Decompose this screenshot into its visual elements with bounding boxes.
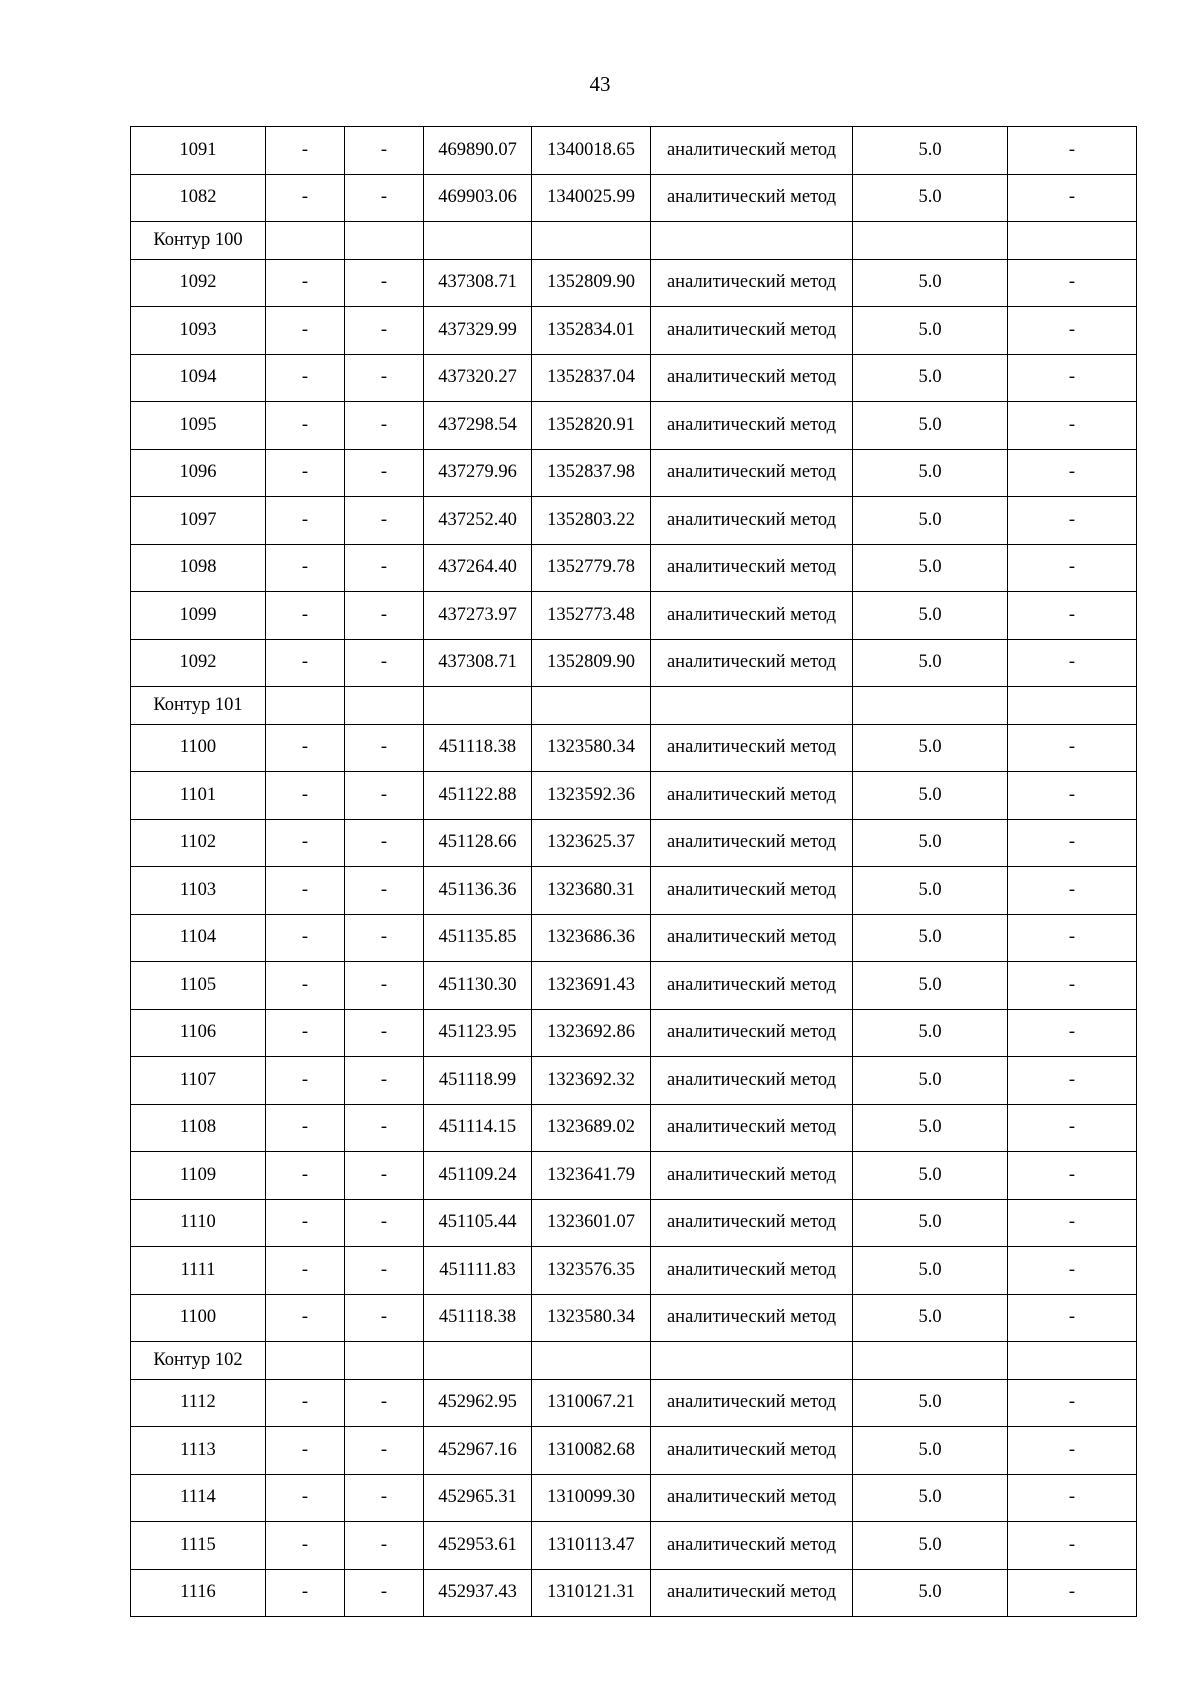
method-cell: аналитический метод — [651, 1152, 853, 1200]
column-2-cell: - — [266, 1522, 345, 1570]
method-cell: аналитический метод — [651, 127, 853, 175]
point-number-cell: 1094 — [131, 354, 266, 402]
column-2-cell: - — [266, 307, 345, 355]
method-cell: аналитический метод — [651, 724, 853, 772]
point-number-cell: 1091 — [131, 127, 266, 175]
table-row — [131, 307, 1137, 355]
table-row — [131, 1104, 1137, 1152]
column-2-cell: - — [266, 1152, 345, 1200]
accuracy-cell: 5.0 — [853, 914, 1008, 962]
column-8-cell: - — [1008, 914, 1137, 962]
column-2-cell: - — [266, 259, 345, 307]
point-number-cell: 1114 — [131, 1474, 266, 1522]
point-number-cell: 1095 — [131, 402, 266, 450]
y-coordinate-cell: 1352809.90 — [532, 259, 651, 307]
table-row — [131, 497, 1137, 545]
table-row — [131, 724, 1137, 772]
table-row — [131, 1474, 1137, 1522]
empty-cell — [651, 1342, 853, 1380]
x-coordinate-cell: 451122.88 — [424, 772, 532, 820]
x-coordinate-cell: 452965.31 — [424, 1474, 532, 1522]
column-2-cell: - — [266, 174, 345, 222]
empty-cell — [424, 1342, 532, 1380]
method-cell: аналитический метод — [651, 1569, 853, 1617]
method-cell: аналитический метод — [651, 1199, 853, 1247]
table-row — [131, 127, 1137, 175]
y-coordinate-cell: 1310113.47 — [532, 1522, 651, 1570]
table-row — [131, 174, 1137, 222]
point-number-cell: 1100 — [131, 1294, 266, 1342]
x-coordinate-cell: 437279.96 — [424, 449, 532, 497]
table-row — [131, 639, 1137, 687]
x-coordinate-cell: 451109.24 — [424, 1152, 532, 1200]
column-3-cell: - — [345, 592, 424, 640]
column-8-cell: - — [1008, 307, 1137, 355]
accuracy-cell: 5.0 — [853, 1199, 1008, 1247]
column-8-cell: - — [1008, 1199, 1137, 1247]
table-row — [131, 1379, 1137, 1427]
empty-cell — [1008, 687, 1137, 725]
method-cell: аналитический метод — [651, 914, 853, 962]
point-number-cell: 1101 — [131, 772, 266, 820]
empty-cell — [651, 687, 853, 725]
accuracy-cell: 5.0 — [853, 259, 1008, 307]
point-number-cell: 1100 — [131, 724, 266, 772]
column-3-cell: - — [345, 307, 424, 355]
y-coordinate-cell: 1323592.36 — [532, 772, 651, 820]
method-cell: аналитический метод — [651, 1427, 853, 1475]
accuracy-cell: 5.0 — [853, 592, 1008, 640]
column-8-cell: - — [1008, 1152, 1137, 1200]
method-cell: аналитический метод — [651, 259, 853, 307]
method-cell: аналитический метод — [651, 497, 853, 545]
y-coordinate-cell: 1323625.37 — [532, 819, 651, 867]
accuracy-cell: 5.0 — [853, 724, 1008, 772]
column-2-cell: - — [266, 1379, 345, 1427]
y-coordinate-cell: 1352779.78 — [532, 544, 651, 592]
point-number-cell: 1108 — [131, 1104, 266, 1152]
column-3-cell: - — [345, 402, 424, 450]
x-coordinate-cell: 451123.95 — [424, 1009, 532, 1057]
column-3-cell: - — [345, 449, 424, 497]
y-coordinate-cell: 1352820.91 — [532, 402, 651, 450]
y-coordinate-cell: 1352837.04 — [532, 354, 651, 402]
column-8-cell: - — [1008, 497, 1137, 545]
accuracy-cell: 5.0 — [853, 1057, 1008, 1105]
point-number-cell: 1106 — [131, 1009, 266, 1057]
accuracy-cell: 5.0 — [853, 1104, 1008, 1152]
table-row — [131, 1057, 1137, 1105]
column-3-cell: - — [345, 497, 424, 545]
method-cell: аналитический метод — [651, 1247, 853, 1295]
y-coordinate-cell: 1310121.31 — [532, 1569, 651, 1617]
empty-cell — [853, 1342, 1008, 1380]
column-3-cell: - — [345, 867, 424, 915]
table-row — [131, 1522, 1137, 1570]
column-2-cell: - — [266, 497, 345, 545]
method-cell: аналитический метод — [651, 354, 853, 402]
accuracy-cell: 5.0 — [853, 639, 1008, 687]
y-coordinate-cell: 1323680.31 — [532, 867, 651, 915]
x-coordinate-cell: 469890.07 — [424, 127, 532, 175]
x-coordinate-cell: 437252.40 — [424, 497, 532, 545]
coordinates-table — [130, 126, 1137, 1617]
point-number-cell: 1082 — [131, 174, 266, 222]
column-3-cell: - — [345, 819, 424, 867]
point-number-cell: 1096 — [131, 449, 266, 497]
x-coordinate-cell: 452962.95 — [424, 1379, 532, 1427]
column-2-cell: - — [266, 724, 345, 772]
column-3-cell: - — [345, 772, 424, 820]
column-3-cell: - — [345, 1379, 424, 1427]
method-cell: аналитический метод — [651, 1522, 853, 1570]
empty-cell — [266, 222, 345, 260]
accuracy-cell: 5.0 — [853, 497, 1008, 545]
x-coordinate-cell: 437308.71 — [424, 259, 532, 307]
contour-label: Контур 100 — [131, 222, 266, 260]
point-number-cell: 1110 — [131, 1199, 266, 1247]
x-coordinate-cell: 451135.85 — [424, 914, 532, 962]
column-8-cell: - — [1008, 449, 1137, 497]
y-coordinate-cell: 1323691.43 — [532, 962, 651, 1010]
empty-cell — [1008, 222, 1137, 260]
table-row — [131, 1009, 1137, 1057]
table-row — [131, 449, 1137, 497]
y-coordinate-cell: 1352834.01 — [532, 307, 651, 355]
column-3-cell: - — [345, 962, 424, 1010]
accuracy-cell: 5.0 — [853, 819, 1008, 867]
table-row — [131, 1569, 1137, 1617]
column-3-cell: - — [345, 639, 424, 687]
table-row — [131, 259, 1137, 307]
point-number-cell: 1092 — [131, 259, 266, 307]
y-coordinate-cell: 1323689.02 — [532, 1104, 651, 1152]
column-3-cell: - — [345, 174, 424, 222]
empty-cell — [424, 687, 532, 725]
method-cell: аналитический метод — [651, 449, 853, 497]
page-number: 43 — [589, 72, 611, 96]
column-3-cell: - — [345, 354, 424, 402]
column-2-cell: - — [266, 1294, 345, 1342]
accuracy-cell: 5.0 — [853, 1009, 1008, 1057]
method-cell: аналитический метод — [651, 402, 853, 450]
x-coordinate-cell: 451128.66 — [424, 819, 532, 867]
column-2-cell: - — [266, 639, 345, 687]
column-8-cell: - — [1008, 724, 1137, 772]
x-coordinate-cell: 437308.71 — [424, 639, 532, 687]
column-3-cell: - — [345, 1427, 424, 1475]
point-number-cell: 1103 — [131, 867, 266, 915]
method-cell: аналитический метод — [651, 307, 853, 355]
column-2-cell: - — [266, 1199, 345, 1247]
accuracy-cell: 5.0 — [853, 354, 1008, 402]
point-number-cell: 1102 — [131, 819, 266, 867]
method-cell: аналитический метод — [651, 1379, 853, 1427]
column-8-cell: - — [1008, 1057, 1137, 1105]
column-8-cell: - — [1008, 1009, 1137, 1057]
method-cell: аналитический метод — [651, 1474, 853, 1522]
column-2-cell: - — [266, 914, 345, 962]
x-coordinate-cell: 451118.38 — [424, 1294, 532, 1342]
method-cell: аналитический метод — [651, 592, 853, 640]
empty-cell — [853, 222, 1008, 260]
accuracy-cell: 5.0 — [853, 449, 1008, 497]
column-2-cell: - — [266, 1427, 345, 1475]
y-coordinate-cell: 1310082.68 — [532, 1427, 651, 1475]
contour-row — [131, 687, 1137, 725]
table-row — [131, 772, 1137, 820]
column-3-cell: - — [345, 724, 424, 772]
y-coordinate-cell: 1352837.98 — [532, 449, 651, 497]
point-number-cell: 1098 — [131, 544, 266, 592]
method-cell: аналитический метод — [651, 867, 853, 915]
x-coordinate-cell: 437298.54 — [424, 402, 532, 450]
x-coordinate-cell: 452967.16 — [424, 1427, 532, 1475]
column-8-cell: - — [1008, 1247, 1137, 1295]
empty-cell — [532, 222, 651, 260]
x-coordinate-cell: 437329.99 — [424, 307, 532, 355]
x-coordinate-cell: 451118.99 — [424, 1057, 532, 1105]
point-number-cell: 1092 — [131, 639, 266, 687]
table-row — [131, 819, 1137, 867]
table-row — [131, 1247, 1137, 1295]
column-8-cell: - — [1008, 1474, 1137, 1522]
method-cell: аналитический метод — [651, 1104, 853, 1152]
column-8-cell: - — [1008, 962, 1137, 1010]
empty-cell — [853, 687, 1008, 725]
method-cell: аналитический метод — [651, 174, 853, 222]
y-coordinate-cell: 1323692.86 — [532, 1009, 651, 1057]
column-8-cell: - — [1008, 1522, 1137, 1570]
empty-cell — [266, 687, 345, 725]
x-coordinate-cell: 451130.30 — [424, 962, 532, 1010]
column-2-cell: - — [266, 1009, 345, 1057]
x-coordinate-cell: 437320.27 — [424, 354, 532, 402]
x-coordinate-cell: 437273.97 — [424, 592, 532, 640]
column-3-cell: - — [345, 1247, 424, 1295]
column-2-cell: - — [266, 1474, 345, 1522]
column-3-cell: - — [345, 1009, 424, 1057]
column-3-cell: - — [345, 1474, 424, 1522]
method-cell: аналитический метод — [651, 1057, 853, 1105]
column-8-cell: - — [1008, 1427, 1137, 1475]
column-2-cell: - — [266, 1247, 345, 1295]
accuracy-cell: 5.0 — [853, 174, 1008, 222]
column-3-cell: - — [345, 1104, 424, 1152]
contour-row — [131, 222, 1137, 260]
column-8-cell: - — [1008, 259, 1137, 307]
table-body — [131, 127, 1137, 1617]
empty-cell — [345, 687, 424, 725]
column-8-cell: - — [1008, 354, 1137, 402]
column-3-cell: - — [345, 1152, 424, 1200]
column-2-cell: - — [266, 1104, 345, 1152]
method-cell: аналитический метод — [651, 772, 853, 820]
x-coordinate-cell: 452953.61 — [424, 1522, 532, 1570]
accuracy-cell: 5.0 — [853, 544, 1008, 592]
column-3-cell: - — [345, 1199, 424, 1247]
column-2-cell: - — [266, 127, 345, 175]
method-cell: аналитический метод — [651, 639, 853, 687]
y-coordinate-cell: 1352803.22 — [532, 497, 651, 545]
accuracy-cell: 5.0 — [853, 307, 1008, 355]
column-8-cell: - — [1008, 1379, 1137, 1427]
column-2-cell: - — [266, 819, 345, 867]
empty-cell — [1008, 1342, 1137, 1380]
column-8-cell: - — [1008, 127, 1137, 175]
method-cell: аналитический метод — [651, 962, 853, 1010]
y-coordinate-cell: 1323576.35 — [532, 1247, 651, 1295]
point-number-cell: 1112 — [131, 1379, 266, 1427]
column-3-cell: - — [345, 1294, 424, 1342]
point-number-cell: 1107 — [131, 1057, 266, 1105]
column-3-cell: - — [345, 1057, 424, 1105]
accuracy-cell: 5.0 — [853, 962, 1008, 1010]
accuracy-cell: 5.0 — [853, 1294, 1008, 1342]
column-2-cell: - — [266, 354, 345, 402]
y-coordinate-cell: 1352773.48 — [532, 592, 651, 640]
column-8-cell: - — [1008, 639, 1137, 687]
method-cell: аналитический метод — [651, 1294, 853, 1342]
method-cell: аналитический метод — [651, 819, 853, 867]
table-row — [131, 914, 1137, 962]
x-coordinate-cell: 451111.83 — [424, 1247, 532, 1295]
accuracy-cell: 5.0 — [853, 1569, 1008, 1617]
column-2-cell: - — [266, 402, 345, 450]
column-2-cell: - — [266, 1057, 345, 1105]
accuracy-cell: 5.0 — [853, 772, 1008, 820]
point-number-cell: 1104 — [131, 914, 266, 962]
table-row — [131, 962, 1137, 1010]
point-number-cell: 1116 — [131, 1569, 266, 1617]
x-coordinate-cell: 451105.44 — [424, 1199, 532, 1247]
point-number-cell: 1097 — [131, 497, 266, 545]
empty-cell — [651, 222, 853, 260]
column-2-cell: - — [266, 544, 345, 592]
empty-cell — [266, 1342, 345, 1380]
column-2-cell: - — [266, 449, 345, 497]
table-row — [131, 1199, 1137, 1247]
point-number-cell: 1113 — [131, 1427, 266, 1475]
table-row — [131, 1427, 1137, 1475]
column-8-cell: - — [1008, 592, 1137, 640]
column-8-cell: - — [1008, 772, 1137, 820]
accuracy-cell: 5.0 — [853, 1427, 1008, 1475]
empty-cell — [532, 687, 651, 725]
table-row — [131, 1152, 1137, 1200]
x-coordinate-cell: 452937.43 — [424, 1569, 532, 1617]
y-coordinate-cell: 1340025.99 — [532, 174, 651, 222]
contour-label: Контур 102 — [131, 1342, 266, 1380]
y-coordinate-cell: 1323686.36 — [532, 914, 651, 962]
column-2-cell: - — [266, 772, 345, 820]
table-row — [131, 402, 1137, 450]
y-coordinate-cell: 1323580.34 — [532, 724, 651, 772]
point-number-cell: 1109 — [131, 1152, 266, 1200]
x-coordinate-cell: 469903.06 — [424, 174, 532, 222]
point-number-cell: 1093 — [131, 307, 266, 355]
empty-cell — [532, 1342, 651, 1380]
column-2-cell: - — [266, 867, 345, 915]
y-coordinate-cell: 1352809.90 — [532, 639, 651, 687]
method-cell: аналитический метод — [651, 1009, 853, 1057]
y-coordinate-cell: 1310099.30 — [532, 1474, 651, 1522]
x-coordinate-cell: 451136.36 — [424, 867, 532, 915]
column-8-cell: - — [1008, 402, 1137, 450]
accuracy-cell: 5.0 — [853, 1379, 1008, 1427]
y-coordinate-cell: 1323692.32 — [532, 1057, 651, 1105]
x-coordinate-cell: 451118.38 — [424, 724, 532, 772]
accuracy-cell: 5.0 — [853, 867, 1008, 915]
accuracy-cell: 5.0 — [853, 402, 1008, 450]
table-row — [131, 354, 1137, 402]
accuracy-cell: 5.0 — [853, 1522, 1008, 1570]
table-row — [131, 867, 1137, 915]
empty-cell — [345, 222, 424, 260]
accuracy-cell: 5.0 — [853, 1474, 1008, 1522]
accuracy-cell: 5.0 — [853, 127, 1008, 175]
column-2-cell: - — [266, 1569, 345, 1617]
x-coordinate-cell: 451114.15 — [424, 1104, 532, 1152]
empty-cell — [345, 1342, 424, 1380]
empty-cell — [424, 222, 532, 260]
table-row — [131, 592, 1137, 640]
y-coordinate-cell: 1340018.65 — [532, 127, 651, 175]
contour-row — [131, 1342, 1137, 1380]
column-2-cell: - — [266, 592, 345, 640]
column-8-cell: - — [1008, 1294, 1137, 1342]
column-8-cell: - — [1008, 1569, 1137, 1617]
column-3-cell: - — [345, 259, 424, 307]
point-number-cell: 1115 — [131, 1522, 266, 1570]
table-row — [131, 1294, 1137, 1342]
column-3-cell: - — [345, 127, 424, 175]
point-number-cell: 1099 — [131, 592, 266, 640]
y-coordinate-cell: 1323641.79 — [532, 1152, 651, 1200]
column-3-cell: - — [345, 1522, 424, 1570]
column-3-cell: - — [345, 544, 424, 592]
accuracy-cell: 5.0 — [853, 1152, 1008, 1200]
column-8-cell: - — [1008, 867, 1137, 915]
column-3-cell: - — [345, 914, 424, 962]
y-coordinate-cell: 1323580.34 — [532, 1294, 651, 1342]
accuracy-cell: 5.0 — [853, 1247, 1008, 1295]
contour-label: Контур 101 — [131, 687, 266, 725]
column-8-cell: - — [1008, 819, 1137, 867]
column-8-cell: - — [1008, 544, 1137, 592]
column-3-cell: - — [345, 1569, 424, 1617]
x-coordinate-cell: 437264.40 — [424, 544, 532, 592]
table-row — [131, 544, 1137, 592]
column-2-cell: - — [266, 962, 345, 1010]
point-number-cell: 1105 — [131, 962, 266, 1010]
column-8-cell: - — [1008, 1104, 1137, 1152]
column-8-cell: - — [1008, 174, 1137, 222]
y-coordinate-cell: 1323601.07 — [532, 1199, 651, 1247]
point-number-cell: 1111 — [131, 1247, 266, 1295]
method-cell: аналитический метод — [651, 544, 853, 592]
y-coordinate-cell: 1310067.21 — [532, 1379, 651, 1427]
